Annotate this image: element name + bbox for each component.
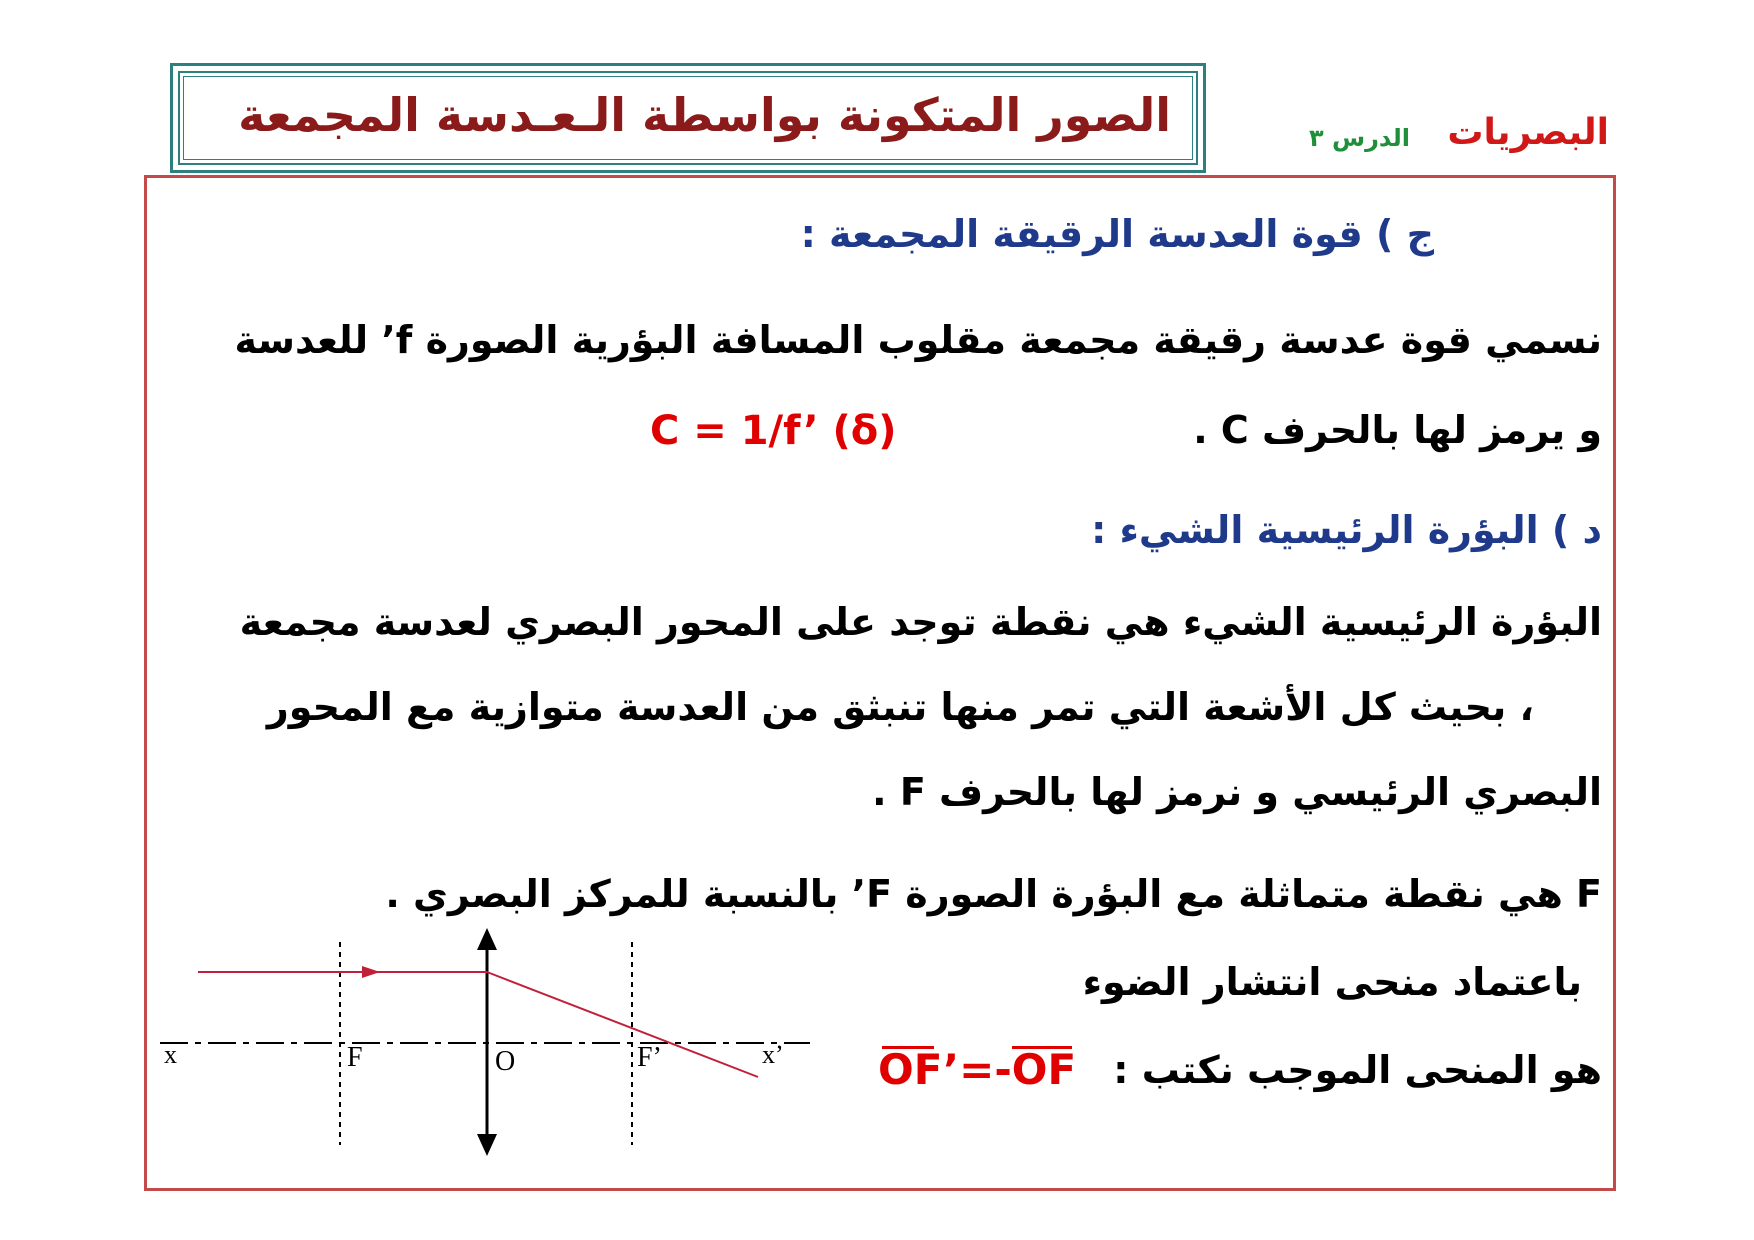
section-d-line2: ، بحيث كل الأشعة التي تمر منها تنبثق من العدسة متوازية مع المحور — [266, 685, 1534, 729]
label-f: F — [347, 1042, 363, 1073]
power-formula: C = 1/f’ (δ) — [650, 408, 897, 454]
lens-arrow-top-icon — [477, 928, 497, 950]
section-d-line5: باعتماد منحى انتشار الضوء — [1082, 960, 1582, 1004]
focal-symmetry-formula: OF’=-OF — [878, 1045, 1077, 1094]
overbar-of — [1012, 1046, 1072, 1049]
lesson-label: الدرس ٣ — [1308, 124, 1410, 152]
label-f-prime: F’ — [637, 1042, 662, 1073]
refracted-ray — [487, 972, 758, 1077]
overbar-of-prime — [882, 1046, 934, 1049]
lens-diagram — [150, 920, 830, 1160]
lens-arrow-bottom-icon — [477, 1134, 497, 1156]
label-o: O — [495, 1046, 516, 1077]
section-d-line4: F هي نقطة متماثلة مع البؤرة الصورة F’ بالنسبة للمركز البصري . — [385, 872, 1602, 916]
section-d-line1: البؤرة الرئيسية الشيء هي نقطة توجد على المحور البصري لعدسة مجمعة — [239, 600, 1602, 644]
ray-direction-arrow-icon — [362, 966, 380, 978]
section-d-heading: د ) البؤرة الرئيسية الشيء : — [1091, 508, 1602, 552]
section-d-line3: البصري الرئيسي و نرمز لها بالحرف F . — [872, 770, 1602, 814]
section-c-line2: و يرمز لها بالحرف C . — [1193, 408, 1602, 452]
page-title: الصور المتكونة بواسطة الـعـدسة المجمعة — [238, 88, 1171, 142]
title-box — [170, 63, 1206, 173]
section-c-heading: ج ) قوة العدسة الرقيقة المجمعة : — [800, 212, 1434, 256]
label-x-prime: x’ — [762, 1040, 784, 1069]
label-x: x — [164, 1040, 177, 1069]
section-d-line6: هو المنحى الموجب نكتب : — [1113, 1048, 1602, 1092]
subject-label: البصريات — [1447, 112, 1609, 153]
section-c-line1: نسمي قوة عدسة رقيقة مجمعة مقلوب المسافة البؤرية الصورة f’ للعدسة — [234, 318, 1602, 362]
